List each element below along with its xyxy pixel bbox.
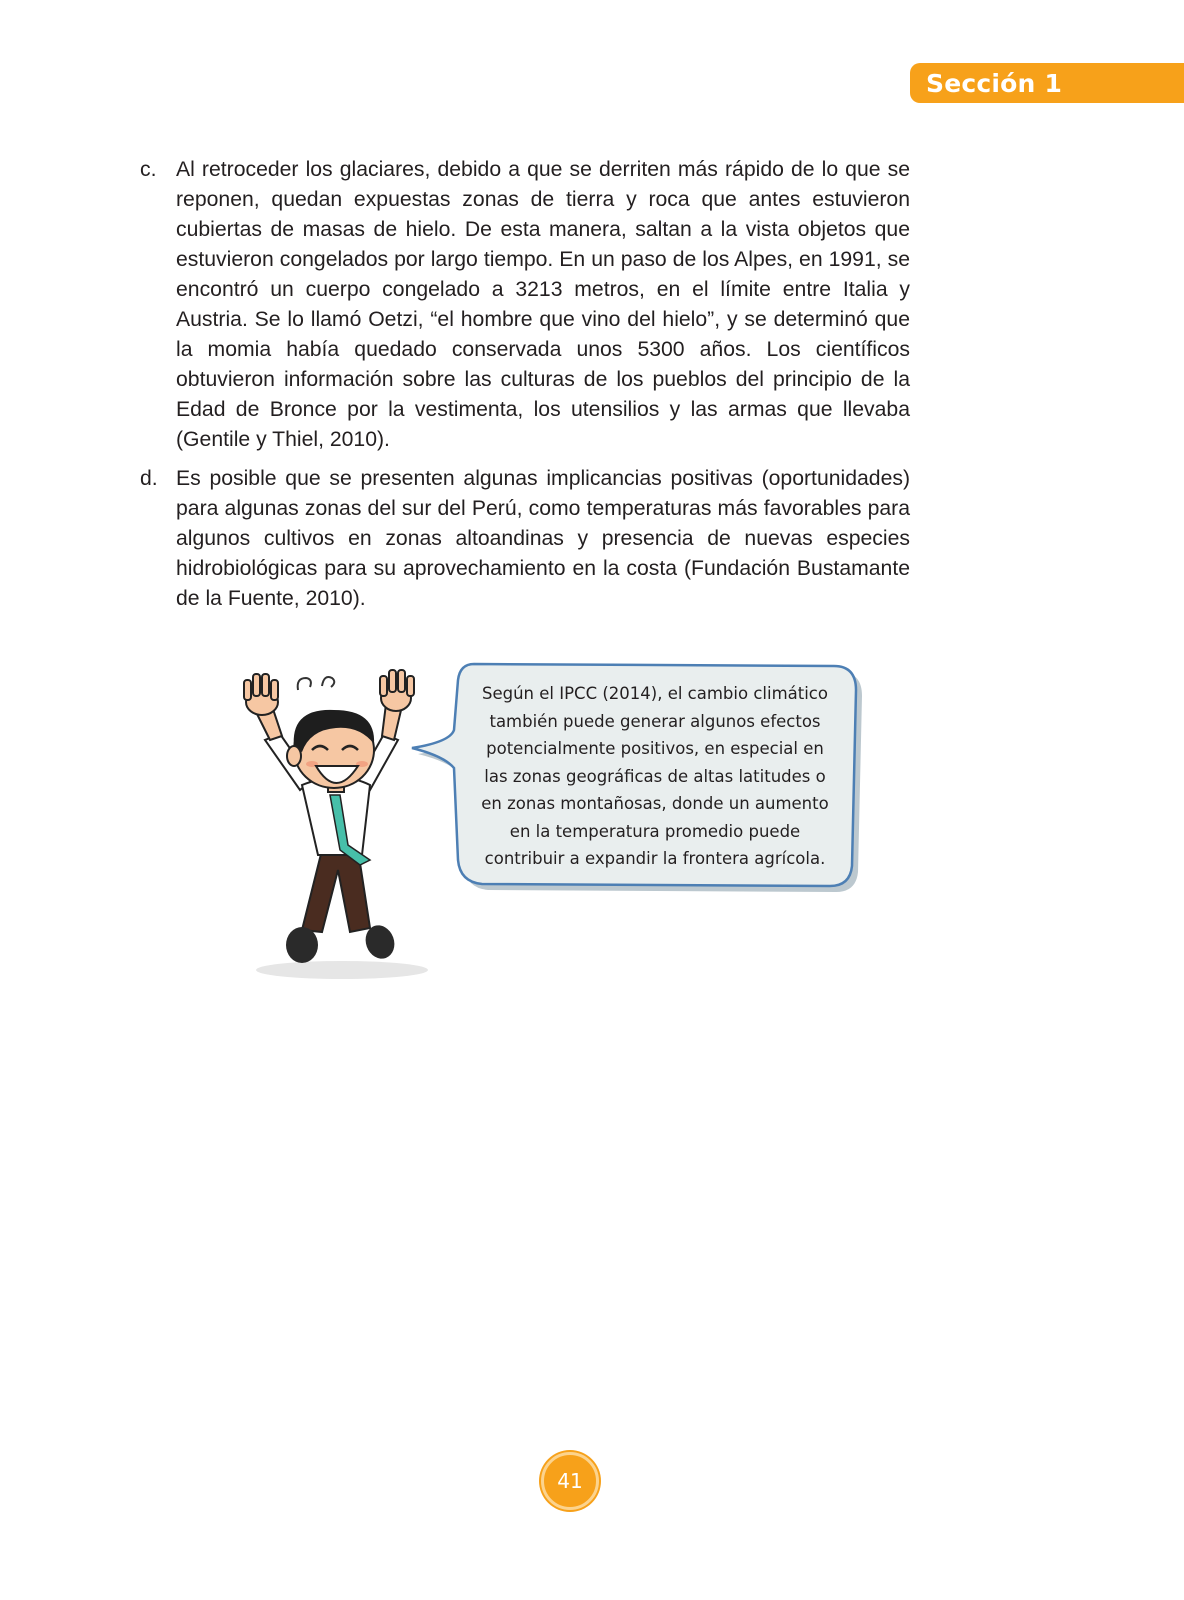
item-list — [140, 155, 910, 623]
cheering-man-illustration — [230, 660, 440, 990]
bubble-line: contribuir a expandir la frontera agrícola. — [484, 849, 826, 868]
section-label: Sección 1 — [926, 68, 1063, 98]
list-item-c — [140, 155, 910, 455]
bubble-line: en zonas montañosas, donde un aumento — [481, 794, 829, 813]
item-marker: d. — [140, 467, 158, 490]
bubble-line: potencialmente positivos, en especial en — [486, 739, 824, 758]
item-marker: c. — [140, 158, 157, 181]
speech-bubble-text — [470, 680, 840, 873]
item-text: Al retroceder los glaciares, debido a que se derriten más rápido de lo que se reponen, quedan expuestas zonas de tierra y roca que antes estuvieron cubiertas de masas de hielo. De esta manera, saltan a la vista objetos que estuvieron congelados por largo tiempo. En un paso de los Alpes, en 1991, se encontró un cuerpo congelado a 3213 metros, en el límite entre Italia y Austria. Se lo llamó Oetzi, “el hombre que vino del hielo”, y se determinó que la momia había quedado conservada unos 5300 años. Los científicos obtuvieron información sobre las culturas de los pueblos del principio de la Edad de Bronce por la vestimenta, los utensilios y las armas que llevaba (Gentile y Thiel, 2010). — [176, 158, 910, 451]
page-number: 41 — [557, 1469, 583, 1493]
section-tab — [910, 63, 1184, 103]
page-number-badge — [541, 1452, 599, 1510]
bubble-line: en la temperatura promedio puede — [509, 821, 801, 841]
bubble-line: Según el IPCC (2014), el cambio climático — [482, 684, 828, 703]
list-item-d — [140, 464, 910, 614]
bubble-line: las zonas geográficas de altas latitudes o — [484, 766, 826, 786]
bubble-line: también puede generar algunos efectos — [489, 711, 821, 731]
item-text: Es posible que se presenten algunas implicancias positivas (oportunidades) para algunas zonas del sur del Perú, como temperaturas más favorables para algunos cultivos en zonas altoandinas y presencia de nuevas especies hidrobiológicas para su aprovechamiento en la costa (Fundación Bustamante de la Fuente, 2010). — [176, 467, 910, 610]
